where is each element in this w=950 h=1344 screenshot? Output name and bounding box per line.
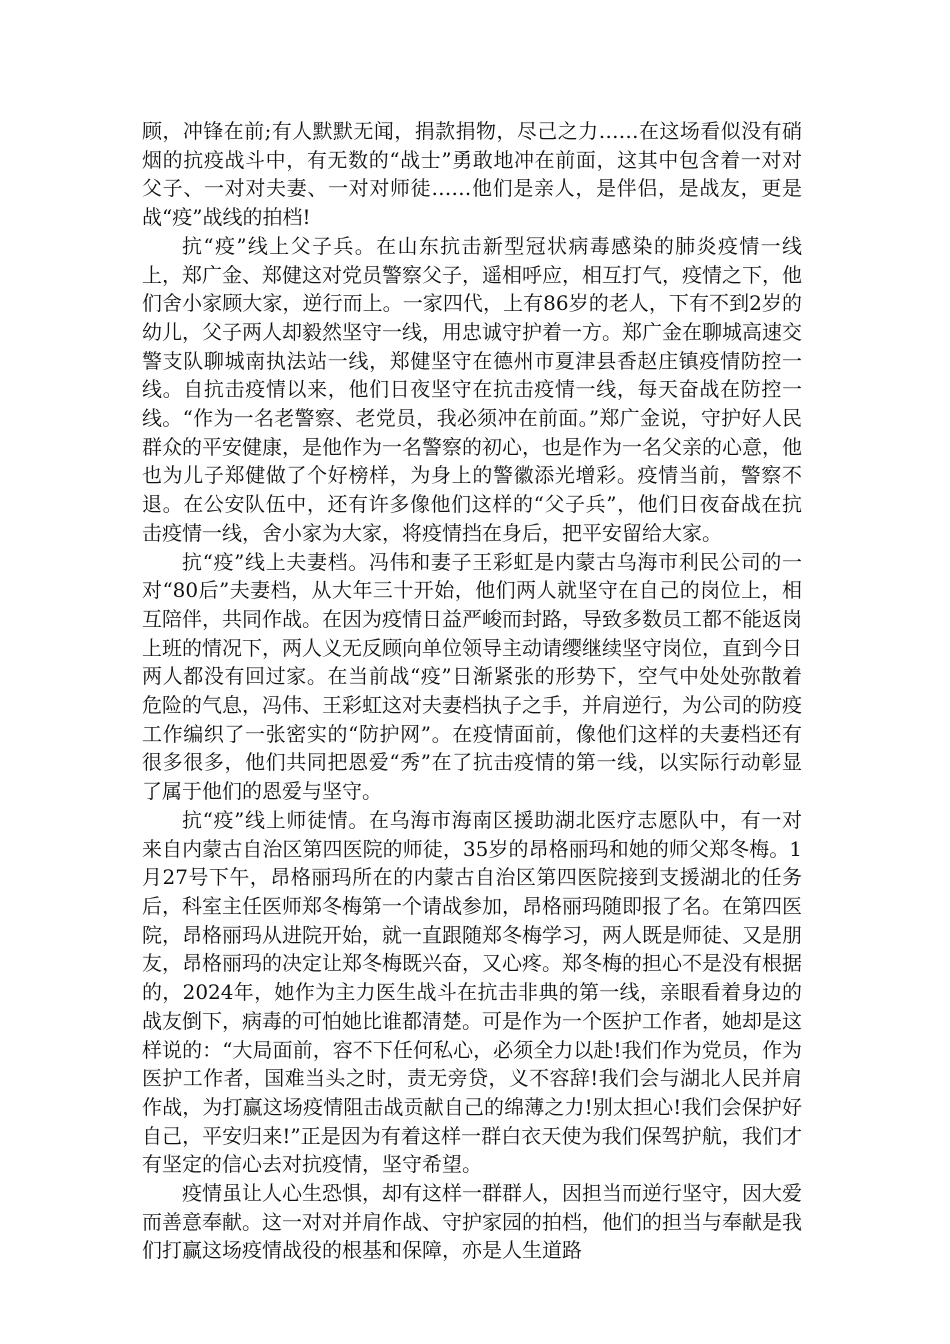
paragraph-father-son: 抗“疫”线上父子兵。在山东抗击新型冠状病毒感染的肺炎疫情一线上，郑广金、郑健这对党员警察父子，遥相呼应，相互打气，疫情之下，他们舍小家顾大家，逆行而上。一家四代，上有86岁的老人，下有不到2岁的幼儿，父子两人却毅然坚守一线，用忠诚守护着一方。郑广金在聊城高速交警支队聊城南执法站一线，郑健坚守在德州市夏津县香赵庄镇疫情防控一线。自抗击疫情以来，他们日夜坚守在抗击疫情一线，每天奋战在防控一线。“作为一名老警察、老党员，我必须冲在前面。”郑广金说，守护好人民群众的平安健康，是他作为一名警察的初心，也是作为一名父亲的心意，他也为儿子郑健做了个好榜样，为身上的警徽添光增彩。疫情当前，警察不退。在公安队伍中，还有许多像他们这样的“父子兵”，他们日夜奋战在抗击疫情一线，舍小家为大家，将疫情挡在身后，把平安留给大家。 bbox=[142, 233, 802, 545]
paragraph-intro: 顾，冲锋在前;有人默默无闻，捐款捐物，尽己之力……在这场看似没有硝烟的抗疫战斗中，有无数的“战士”勇敢地冲在前面，这其中包含着一对对父子、一对对夫妻、一对对师徒……他们是亲人，是伴侣，是战友，更是战“疫”战线的拍档! bbox=[142, 119, 802, 230]
paragraph-master-apprentice: 抗“疫”线上师徒情。在乌海市海南区援助湖北医疗志愿队中，有一对来自内蒙古自治区第四医院的师徒，35岁的昂格丽玛和她的师父郑冬梅。1月27号下午，昂格丽玛所在的内蒙古自治区第四医院接到支援湖北的任务后，科室主任医师郑冬梅第一个请战参加，昂格丽玛随即报了名。在第四医院，昂格丽玛从进院开始，就一直跟随郑冬梅学习，两人既是师徒、又是朋友，昂格丽玛的决定让郑冬梅既兴奋，又心疼。郑冬梅的担心不是没有根据的，2024年，她作为主力医生战斗在抗击非典的第一线，亲眼看着身边的战友倒下，病毒的可怕她比谁都清楚。可是作为一个医护工作者，她却是这样说的：“大局面前，容不下任何私心，必须全力以赴!我们作为党员，作为医护工作者，国难当头之时，责无旁贷，义不容辞!我们会与湖北人民并肩作战，为打赢这场疫情阻击战贡献自己的绵薄之力!别太担心!我们会保护好自己，平安归来!”正是因为有着这样一群白衣天使为我们保驾护航，我们才有坚定的信心去对抗疫情，坚守希望。 bbox=[142, 807, 802, 1177]
paragraph-conclusion: 疫情虽让人心生恐惧，却有这样一群群人，因担当而逆行坚守，因大爱而善意奉献。这一对对并肩作战、守护家园的拍档，他们的担当与奉献是我们打赢这场疫情战役的根基和保障，亦是人生道路 bbox=[142, 1181, 802, 1263]
article-body bbox=[142, 117, 802, 1265]
paragraph-husband-wife: 抗“疫”线上夫妻档。冯伟和妻子王彩虹是内蒙古乌海市利民公司的一对“80后”夫妻档，从大年三十开始，他们两人就坚守在自己的岗位上，相互陪伴，共同作战。在因为疫情日益严峻而封路，导致多数员工都不能返岗上班的情况下，两人义无反顾向单位领导主动请缨继续坚守岗位，直到今日两人都没有回过家。在当前战“疫”日渐紧张的形势下，空气中处处弥散着危险的气息，冯伟、王彩虹这对夫妻档执子之手，并肩逆行，为公司的防疫工作编织了一张密实的“防护网”。在疫情面前，像他们这样的夫妻档还有很多很多，他们共同把恩爱“秀”在了抗击疫情的第一线，以实际行动彰显了属于他们的恩爱与坚守。 bbox=[142, 549, 802, 804]
